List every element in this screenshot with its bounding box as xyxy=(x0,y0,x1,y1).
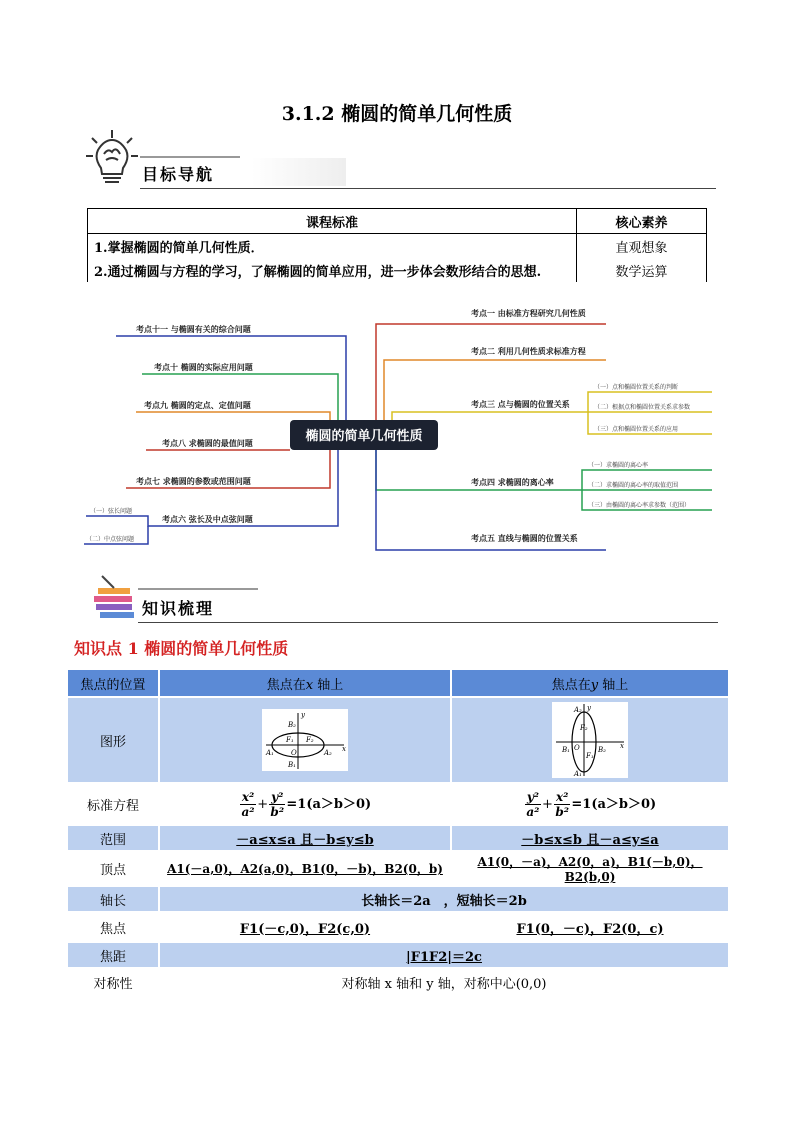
svg-text:y: y xyxy=(587,704,591,712)
standards-col2: 核心素养 xyxy=(577,209,707,234)
graph-label: 图形 xyxy=(67,697,159,783)
knowledge-point-title: 知识点 1 椭圆的简单几何性质 xyxy=(74,639,289,658)
vertex-y: A1(0，－a)，A2(0，a)，B1(－b,0)，B2(b,0) xyxy=(451,851,729,886)
svg-text:B₁: B₁ xyxy=(288,761,296,769)
mindmap-right-2: 考点二 利用几何性质求标准方程 xyxy=(471,347,586,356)
symmetry: 对称轴 x 轴和 y 轴，对称中心(0,0) xyxy=(159,968,729,996)
section-header-goals xyxy=(80,128,720,192)
section-header-label: 知识梳理 xyxy=(142,599,215,618)
mindmap-r3-sub-3: （三）点和椭圆位置关系的应用 xyxy=(594,426,679,433)
page-title: 3.1.2 椭圆的简单几何性质 xyxy=(281,103,513,125)
header-y-axis: 焦点在y 轴上 xyxy=(451,669,729,697)
mindmap-left-1: 考点十一 与椭圆有关的综合问题 xyxy=(136,325,251,334)
svg-text:A₁: A₁ xyxy=(266,749,274,757)
standards-col1: 课程标准 xyxy=(88,209,577,234)
mindmap-left-2: 考点十 椭圆的实际应用问题 xyxy=(154,363,253,372)
svg-text:y: y xyxy=(301,711,305,719)
books-icon xyxy=(90,574,138,622)
svg-text:F₁: F₁ xyxy=(586,752,594,760)
svg-text:x: x xyxy=(620,742,624,750)
mindmap-r3-sub-2: （二）根据点和椭圆位置关系求参数 xyxy=(594,404,691,411)
vertex-label: 顶点 xyxy=(67,851,159,886)
svg-text:A₂: A₂ xyxy=(324,749,332,757)
svg-text:A₂: A₂ xyxy=(574,706,582,714)
mindmap-left-6: 考点六 弦长及中点弦问题 xyxy=(162,515,253,524)
svg-text:B₂: B₂ xyxy=(598,746,606,754)
mindmap-left-sub-1: （一）弦长问题 xyxy=(90,508,133,515)
standard-row-2: 2.通过椭圆与方程的学习，了解椭圆的简单应用，进一步体会数形结合的思想. xyxy=(88,258,577,282)
focus-label: 焦点 xyxy=(67,912,159,942)
svg-text:F₂: F₂ xyxy=(306,736,314,744)
focus-x: F1(－c,0)，F2(c,0) xyxy=(159,912,451,942)
symmetry-label: 对称性 xyxy=(67,968,159,996)
mindmap-left-3: 考点九 椭圆的定点、定值问题 xyxy=(144,401,251,410)
mindmap-right-4: 考点四 求椭圆的离心率 xyxy=(471,478,554,487)
svg-text:A₁: A₁ xyxy=(574,770,582,778)
mindmap-center: 椭圆的简单几何性质 xyxy=(305,429,423,444)
mindmap-right-3: 考点三 点与椭圆的位置关系 xyxy=(471,400,570,409)
svg-text:F₂: F₂ xyxy=(580,724,588,732)
axis-length: 长轴长＝2a ，短轴长＝2b xyxy=(159,886,729,912)
standards-table xyxy=(87,208,707,282)
mindmap xyxy=(76,296,716,556)
mindmap-right-1: 考点一 由标准方程研究几何性质 xyxy=(471,309,586,318)
equation-label: 标准方程 xyxy=(67,783,159,825)
focus-y: F1(0，－c)，F2(0，c) xyxy=(451,912,729,942)
section-header-label: 目标导航 xyxy=(142,165,215,184)
equation-y: $\frac{\text{y²}}{\text{a²}}$ + $\frac{\text{x²}}{\text{b²}}$ =1(a＞b＞0) xyxy=(451,783,729,825)
focal-distance: |F1F2|＝2c xyxy=(159,942,729,968)
svg-text:B₂: B₂ xyxy=(288,721,296,729)
range-x: －a≤x≤a 且－b≤y≤b xyxy=(159,825,451,851)
mindmap-r3-sub-1: （一）点和椭圆位置关系的判断 xyxy=(594,384,679,391)
range-y: －b≤x≤b 且－a≤y≤a xyxy=(451,825,729,851)
ellipse-horizontal-figure xyxy=(262,709,348,771)
graph-y-ellipse xyxy=(451,697,729,783)
focal-distance-label: 焦距 xyxy=(67,942,159,968)
graph-x-ellipse xyxy=(159,697,451,783)
mindmap-r4-sub-3: （三）由椭圆的离心率求参数（范围） xyxy=(588,502,691,509)
core-row-1: 直观想象 xyxy=(577,234,707,259)
equation-x: $\frac{\text{x²}}{\text{a²}}$ + $\frac{\text{y²}}{\text{b²}}$ =1(a＞b＞0) xyxy=(159,783,451,825)
mindmap-left-5: 考点七 求椭圆的参数或范围问题 xyxy=(136,477,251,486)
standard-row-1: 1.掌握椭圆的简单几何性质． xyxy=(88,234,577,259)
svg-text:x: x xyxy=(342,745,346,753)
range-label: 范围 xyxy=(67,825,159,851)
section-header-knowledge xyxy=(90,574,720,628)
lightbulb-icon xyxy=(84,128,140,190)
svg-text:O: O xyxy=(574,744,580,752)
ellipse-vertical-figure xyxy=(552,702,628,778)
mindmap-left-sub-2: （二）中点弦问题 xyxy=(86,536,135,543)
mindmap-right-5: 考点五 直线与椭圆的位置关系 xyxy=(471,534,578,543)
properties-table xyxy=(66,668,730,997)
mindmap-r4-sub-1: （一）求椭圆的离心率 xyxy=(588,462,649,469)
svg-text:O: O xyxy=(291,749,297,757)
mindmap-r4-sub-2: （二）求椭圆的离心率的取值范围 xyxy=(588,482,679,489)
vertex-x: A1(－a,0)，A2(a,0)，B1(0，－b)，B2(0，b) xyxy=(159,851,451,886)
mindmap-left-4: 考点八 求椭圆的最值问题 xyxy=(162,439,253,448)
svg-text:B₁: B₁ xyxy=(562,746,570,754)
header-x-axis: 焦点在x 轴上 xyxy=(159,669,451,697)
core-row-2: 数学运算 xyxy=(577,258,707,282)
svg-text:F₁: F₁ xyxy=(286,736,294,744)
axis-label: 轴长 xyxy=(67,886,159,912)
header-focus-position: 焦点的位置 xyxy=(67,669,159,697)
